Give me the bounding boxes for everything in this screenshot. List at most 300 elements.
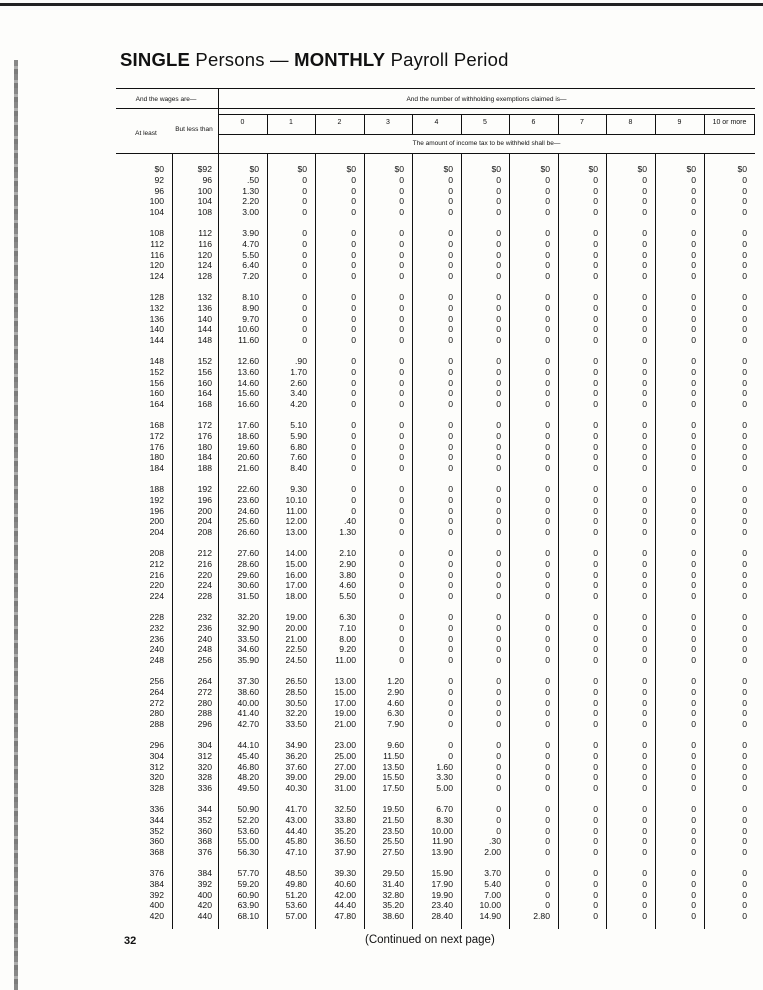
table-cell: 0 <box>399 644 404 655</box>
table-cell: 0 <box>742 238 747 249</box>
table-cell: 0 <box>691 900 696 911</box>
table-cell: 9.30 <box>290 484 307 494</box>
table-cell: 4.20 <box>290 399 307 410</box>
table-cell: 13.00 <box>285 527 307 538</box>
table-cell: 0 <box>691 484 696 494</box>
table-cell: 100 <box>197 185 212 196</box>
table-cell: 0 <box>593 399 598 410</box>
table-cell: 216 <box>149 569 164 580</box>
table-cell: 3.70 <box>484 868 501 878</box>
table-cell: 0 <box>545 612 550 622</box>
table-cell: 8.10 <box>242 292 259 302</box>
column-c1-block <box>269 868 307 922</box>
table-cell: 0 <box>593 644 598 655</box>
table-cell: 0 <box>642 889 647 900</box>
table-cell: 0 <box>399 633 404 644</box>
table-cell: 42.70 <box>237 719 259 730</box>
table-cell: 6.40 <box>242 260 259 271</box>
table-cell: 53.60 <box>237 825 259 836</box>
table-cell: 188 <box>149 484 164 494</box>
table-cell: 440 <box>197 911 212 922</box>
table-cell: 40.60 <box>334 878 356 889</box>
table-cell: 352 <box>197 814 212 825</box>
table-cell: 8.90 <box>242 302 259 313</box>
table-cell: $0 <box>154 164 164 174</box>
table-cell: 0 <box>448 484 453 494</box>
column-c9-block <box>657 484 696 538</box>
table-cell: 38.60 <box>382 911 404 922</box>
table-cell: 344 <box>149 814 164 825</box>
column-c6-block <box>511 868 550 922</box>
column-c1-block <box>269 164 307 218</box>
table-cell: 0 <box>642 591 647 602</box>
column-at-least-block <box>116 164 164 218</box>
table-cell: 2.90 <box>387 686 404 697</box>
table-cell: 0 <box>593 633 598 644</box>
column-c6-block <box>511 292 550 346</box>
column-c5-block <box>463 164 501 218</box>
table-cell: 0 <box>496 356 501 366</box>
column-c1-block <box>269 740 307 794</box>
table-cell: 0 <box>642 516 647 527</box>
table-cell: 0 <box>691 719 696 730</box>
table-cell: 42.00 <box>334 889 356 900</box>
table-cell: 228 <box>197 591 212 602</box>
table-cell: 0 <box>691 356 696 366</box>
table-cell: 0 <box>642 644 647 655</box>
column-c9-block <box>657 612 696 666</box>
table-cell: 6.30 <box>387 708 404 719</box>
table-cell: 0 <box>691 463 696 474</box>
table-cell: 0 <box>691 366 696 377</box>
column-c8-block <box>608 804 647 858</box>
column-c4-block <box>414 804 453 858</box>
table-cell: $0 <box>540 164 550 174</box>
table-cell: 0 <box>448 292 453 302</box>
table-cell: 7.20 <box>242 271 259 282</box>
table-rule <box>704 114 705 134</box>
table-cell: 0 <box>545 878 550 889</box>
withheld-header: The amount of income tax to be withheld shall be— <box>412 140 561 147</box>
table-cell: 304 <box>197 740 212 750</box>
table-cell: 144 <box>149 335 164 346</box>
table-cell: 0 <box>351 260 356 271</box>
table-cell: 0 <box>742 569 747 580</box>
table-cell: 4.60 <box>387 697 404 708</box>
table-cell: 0 <box>496 719 501 730</box>
table-cell: 0 <box>691 207 696 218</box>
table-cell: 0 <box>496 622 501 633</box>
column-c6-block <box>511 548 550 602</box>
table-cell: 200 <box>197 505 212 516</box>
table-cell: 240 <box>149 644 164 655</box>
table-cell: 0 <box>448 591 453 602</box>
column-c10-block <box>706 356 747 410</box>
table-cell: 0 <box>496 644 501 655</box>
table-cell: 0 <box>351 388 356 399</box>
table-cell: 0 <box>593 697 598 708</box>
table-cell: 0 <box>496 366 501 377</box>
table-cell: 30.60 <box>237 580 259 591</box>
table-cell: 0 <box>399 558 404 569</box>
table-cell: 0 <box>496 174 501 185</box>
table-cell: 0 <box>302 238 307 249</box>
table-cell: 9.20 <box>339 644 356 655</box>
column-c6-block <box>511 484 550 538</box>
table-cell: 0 <box>351 463 356 474</box>
table-cell: 0 <box>351 313 356 324</box>
table-cell: $0 <box>394 164 404 174</box>
table-cell: 0 <box>593 302 598 313</box>
table-cell: 0 <box>496 558 501 569</box>
table-rule <box>267 114 268 134</box>
table-cell: 0 <box>742 558 747 569</box>
table-cell: 0 <box>496 527 501 538</box>
column-c6-block <box>511 228 550 282</box>
table-cell: 25.50 <box>382 836 404 847</box>
table-cell: 10.00 <box>479 900 501 911</box>
table-cell: 0 <box>642 900 647 911</box>
table-cell: 0 <box>448 633 453 644</box>
table-cell: 0 <box>399 292 404 302</box>
table-cell: 1.30 <box>339 527 356 538</box>
table-cell: 0 <box>642 484 647 494</box>
column-c3-block <box>366 804 404 858</box>
table-cell: 0 <box>742 292 747 302</box>
table-cell: 352 <box>149 825 164 836</box>
column-c8-block <box>608 676 647 730</box>
column-c2-block <box>317 228 356 282</box>
table-cell: 120 <box>197 249 212 260</box>
table-cell: 0 <box>593 228 598 238</box>
table-cell: $0 <box>491 164 501 174</box>
table-cell: 0 <box>545 420 550 430</box>
table-cell: 0 <box>642 505 647 516</box>
table-cell: 0 <box>496 463 501 474</box>
table-cell: 0 <box>496 686 501 697</box>
table-cell: 0 <box>496 249 501 260</box>
table-cell: 0 <box>593 580 598 591</box>
table-cell: 0 <box>351 505 356 516</box>
table-cell: 0 <box>593 452 598 463</box>
column-c0-block <box>220 228 259 282</box>
table-cell: 1.20 <box>387 676 404 686</box>
table-cell: 0 <box>593 377 598 388</box>
column-c0-block <box>220 740 259 794</box>
table-cell: 0 <box>593 847 598 858</box>
column-c9-block <box>657 676 696 730</box>
table-cell: 0 <box>545 324 550 335</box>
table-cell: 0 <box>742 847 747 858</box>
table-cell: 0 <box>545 686 550 697</box>
table-cell: 0 <box>448 452 453 463</box>
table-cell: 0 <box>399 207 404 218</box>
column-less-than-block <box>172 356 212 410</box>
table-cell: 20.00 <box>285 622 307 633</box>
table-cell: 0 <box>691 825 696 836</box>
table-cell: 0 <box>691 238 696 249</box>
table-cell: 256 <box>149 676 164 686</box>
table-cell: 0 <box>545 676 550 686</box>
table-cell: 0 <box>496 335 501 346</box>
table-cell: 0 <box>399 185 404 196</box>
table-cell: 0 <box>642 825 647 836</box>
table-cell: 0 <box>742 697 747 708</box>
table-cell: 0 <box>448 313 453 324</box>
column-c8-block <box>608 612 647 666</box>
table-cell: 0 <box>545 889 550 900</box>
table-cell: 0 <box>642 399 647 410</box>
table-cell: 0 <box>448 302 453 313</box>
table-cell: 328 <box>197 772 212 783</box>
table-cell: .40 <box>344 516 356 527</box>
table-cell: 0 <box>399 452 404 463</box>
table-cell: 180 <box>149 452 164 463</box>
table-cell: 0 <box>399 335 404 346</box>
column-c8-block <box>608 740 647 794</box>
table-cell: 0 <box>642 452 647 463</box>
column-c4-block <box>414 420 453 474</box>
column-c1-block <box>269 804 307 858</box>
table-cell: 25.00 <box>334 750 356 761</box>
table-cell: 236 <box>197 622 212 633</box>
table-cell: 0 <box>448 750 453 761</box>
table-cell: 20.60 <box>237 452 259 463</box>
table-cell: 32.50 <box>334 804 356 814</box>
table-cell: 0 <box>448 569 453 580</box>
table-cell: 0 <box>496 484 501 494</box>
table-cell: 336 <box>197 783 212 794</box>
table-cell: 0 <box>593 292 598 302</box>
table-cell: 0 <box>545 271 550 282</box>
column-c5-block <box>463 612 501 666</box>
table-cell: 400 <box>197 889 212 900</box>
table-cell: 296 <box>197 719 212 730</box>
table-cell: 0 <box>691 847 696 858</box>
table-cell: 0 <box>448 558 453 569</box>
column-c10-block <box>706 484 747 538</box>
table-cell: 0 <box>545 388 550 399</box>
table-cell: 152 <box>197 356 212 366</box>
table-cell: 10.10 <box>285 494 307 505</box>
table-cell: 0 <box>593 900 598 911</box>
table-cell: 0 <box>545 655 550 666</box>
table-cell: 0 <box>593 335 598 346</box>
column-c2-block <box>317 484 356 538</box>
table-cell: 124 <box>149 271 164 282</box>
table-cell: 3.30 <box>436 772 453 783</box>
table-cell: 384 <box>197 868 212 878</box>
table-cell: 96 <box>202 174 212 185</box>
table-cell: 0 <box>448 622 453 633</box>
table-cell: 128 <box>149 292 164 302</box>
table-cell: 0 <box>742 399 747 410</box>
table-cell: 320 <box>197 761 212 772</box>
column-at-least-block <box>116 868 164 922</box>
continued-note: (Continued on next page) <box>365 934 495 946</box>
table-cell: 0 <box>545 441 550 452</box>
table-rule <box>218 134 755 135</box>
table-cell: 0 <box>642 271 647 282</box>
table-cell: 0 <box>642 761 647 772</box>
table-cell: 0 <box>691 686 696 697</box>
table-cell: 0 <box>545 740 550 750</box>
table-cell: 0 <box>593 185 598 196</box>
table-cell: 0 <box>691 377 696 388</box>
column-c5-block <box>463 740 501 794</box>
table-cell: 0 <box>593 804 598 814</box>
table-cell: 0 <box>691 558 696 569</box>
column-c3-block <box>366 164 404 218</box>
table-cell: 144 <box>197 324 212 335</box>
table-cell: 0 <box>351 441 356 452</box>
table-rule <box>116 153 755 154</box>
column-at-least-block <box>116 228 164 282</box>
column-at-least-block <box>116 804 164 858</box>
table-cell: 0 <box>642 686 647 697</box>
table-cell: 0 <box>496 271 501 282</box>
column-c4-block <box>414 676 453 730</box>
table-cell: 0 <box>593 260 598 271</box>
table-cell: 328 <box>149 783 164 794</box>
column-c1-block <box>269 228 307 282</box>
table-cell: 0 <box>496 750 501 761</box>
column-c6-block <box>511 676 550 730</box>
table-cell: 3.40 <box>290 388 307 399</box>
table-cell: 0 <box>691 878 696 889</box>
table-cell: 0 <box>399 420 404 430</box>
column-c4-block <box>414 164 453 218</box>
table-cell: 0 <box>399 580 404 591</box>
table-cell: 0 <box>593 911 598 922</box>
but-less-than-header: But less than <box>175 126 213 133</box>
table-cell: 0 <box>545 452 550 463</box>
table-cell: 0 <box>742 249 747 260</box>
table-cell: 0 <box>642 292 647 302</box>
table-cell: 0 <box>742 868 747 878</box>
table-cell: 19.00 <box>285 612 307 622</box>
table-cell: 23.00 <box>334 740 356 750</box>
table-cell: 344 <box>197 804 212 814</box>
table-rule <box>606 153 607 929</box>
table-cell: 0 <box>742 527 747 538</box>
table-cell: 0 <box>742 655 747 666</box>
table-cell: 0 <box>351 335 356 346</box>
table-cell: 0 <box>399 441 404 452</box>
table-cell: 0 <box>545 868 550 878</box>
table-cell: 0 <box>302 185 307 196</box>
table-cell: 368 <box>149 847 164 858</box>
column-c7-block <box>560 228 598 282</box>
table-cell: 0 <box>545 260 550 271</box>
table-cell: 0 <box>593 505 598 516</box>
table-cell: 4.70 <box>242 238 259 249</box>
table-cell: 2.90 <box>339 558 356 569</box>
table-cell: 0 <box>545 900 550 911</box>
column-c0-block <box>220 548 259 602</box>
table-cell: 0 <box>545 772 550 783</box>
table-cell: 2.80 <box>533 911 550 922</box>
table-cell: 288 <box>149 719 164 730</box>
table-cell: 37.30 <box>237 676 259 686</box>
table-cell: 0 <box>496 569 501 580</box>
table-cell: 0 <box>545 814 550 825</box>
table-cell: 0 <box>448 516 453 527</box>
column-less-than-block <box>172 292 212 346</box>
table-cell: 37.60 <box>285 761 307 772</box>
table-cell: 5.40 <box>484 878 501 889</box>
table-cell: 376 <box>149 868 164 878</box>
column-c5-block <box>463 484 501 538</box>
table-cell: 0 <box>545 335 550 346</box>
table-cell: 0 <box>545 783 550 794</box>
table-cell: 46.80 <box>237 761 259 772</box>
table-cell: 0 <box>642 463 647 474</box>
table-cell: 0 <box>399 505 404 516</box>
withholding-table <box>116 88 755 929</box>
table-cell: 0 <box>642 207 647 218</box>
column-c10-block <box>706 292 747 346</box>
table-cell: 0 <box>448 708 453 719</box>
table-cell: 29.00 <box>334 772 356 783</box>
column-c7-block <box>560 420 598 474</box>
column-c1-block <box>269 548 307 602</box>
table-cell: 0 <box>448 697 453 708</box>
table-cell: 0 <box>593 719 598 730</box>
table-cell: 368 <box>197 836 212 847</box>
table-cell: 264 <box>197 676 212 686</box>
table-cell: 17.90 <box>431 878 453 889</box>
table-cell: 11.00 <box>286 505 307 516</box>
table-cell: 0 <box>448 356 453 366</box>
table-cell: 0 <box>496 655 501 666</box>
table-cell: 0 <box>642 622 647 633</box>
column-c3-block <box>366 548 404 602</box>
table-cell: 38.60 <box>237 686 259 697</box>
table-cell: 49.50 <box>237 783 259 794</box>
table-cell: 48.50 <box>285 868 307 878</box>
table-cell: 0 <box>691 228 696 238</box>
table-cell: 36.20 <box>285 750 307 761</box>
table-cell: 57.00 <box>285 911 307 922</box>
table-cell: 0 <box>593 366 598 377</box>
table-cell: 0 <box>545 804 550 814</box>
table-cell: 0 <box>351 302 356 313</box>
table-cell: .30 <box>489 836 501 847</box>
table-cell: 0 <box>742 516 747 527</box>
table-cell: 41.70 <box>285 804 307 814</box>
table-cell: 0 <box>448 388 453 399</box>
table-cell: 0 <box>742 889 747 900</box>
table-cell: 50.90 <box>237 804 259 814</box>
column-c7-block <box>560 356 598 410</box>
table-cell: 108 <box>197 207 212 218</box>
table-cell: 0 <box>593 558 598 569</box>
table-cell: 22.60 <box>237 484 259 494</box>
table-cell: 26.60 <box>237 527 259 538</box>
table-cell: 0 <box>593 548 598 558</box>
table-cell: 0 <box>593 878 598 889</box>
column-c9-block <box>657 740 696 794</box>
table-cell: 400 <box>149 900 164 911</box>
table-cell: 10.60 <box>237 324 259 335</box>
column-c4-block <box>414 484 453 538</box>
column-c5-block <box>463 868 501 922</box>
table-cell: 21.60 <box>237 463 259 474</box>
table-cell: 31.00 <box>334 783 356 794</box>
table-cell: 29.60 <box>237 569 259 580</box>
page-title: SINGLE Persons — MONTHLY Payroll Period <box>120 49 509 70</box>
